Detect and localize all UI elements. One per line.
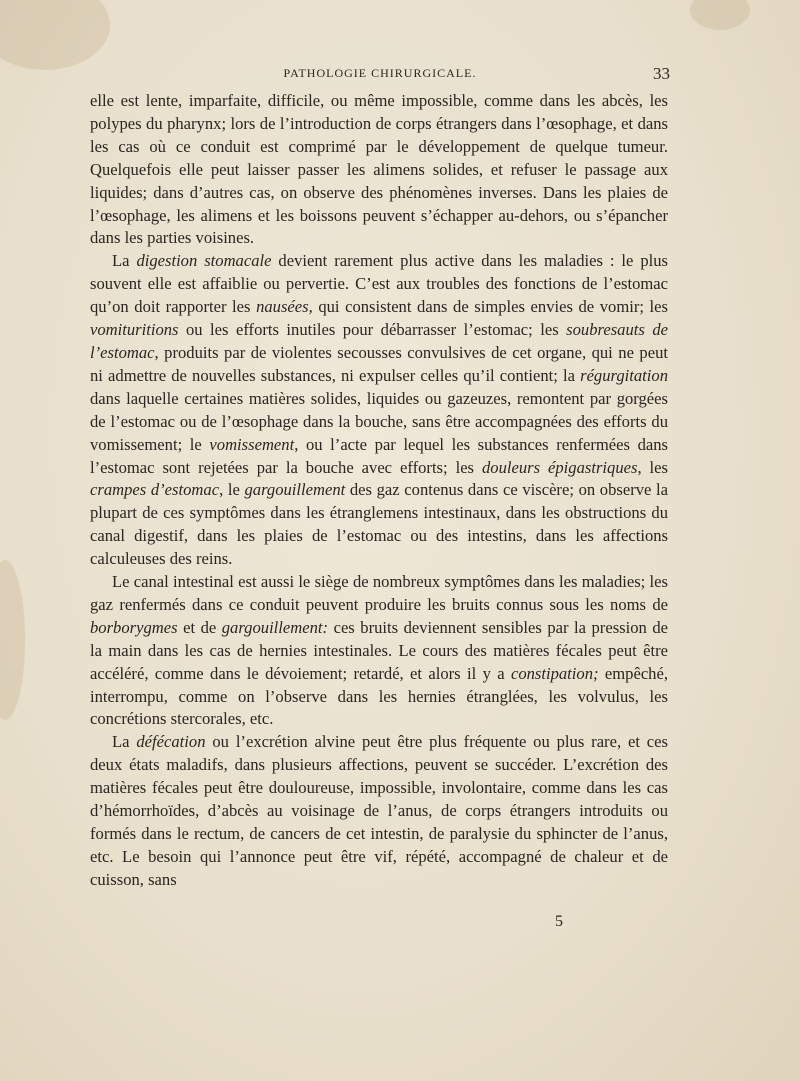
- italic-term: digestion stomacale: [136, 251, 272, 271]
- italic-term: vomituritions: [90, 320, 179, 340]
- text-run: ou les efforts inutiles pour débarrasser l’estomac; les: [178, 320, 567, 340]
- text-run: ces bruits deviennent sensibles par la pression de la main dans les cas de hernies intestinales. Le cours des matières fécales peut être accéléré, comme dans le dévoiement; retardé, et alors il y a: [90, 617, 668, 683]
- text-run: des gaz contenus dans ce viscère; on observe la plupart de ces symptômes dans les étranglemens intestinaux, dans les obstructions du canal digestif, dans les plaies de l’estomac ou des intestins, dans les affections calculeuses des reins.: [90, 480, 669, 569]
- text-run: qui consistent dans de simples envies de vomir; les: [312, 297, 668, 317]
- italic-term: défécation: [136, 732, 206, 752]
- paragraph: [90, 90, 668, 250]
- text-run: La: [112, 251, 137, 271]
- italic-term: vomissement: [209, 434, 295, 454]
- paragraph: [90, 571, 668, 731]
- text-run: , les: [637, 457, 668, 477]
- paragraph: [90, 731, 668, 891]
- italic-term: constipation;: [510, 663, 599, 683]
- italic-term: douleurs épigastriques: [481, 457, 638, 477]
- text-run: dans laquelle certaines matières solides, liquides ou gazeuzes, remontent par gorgées de l’estomac ou de l’œsophage dans la bouche, sans être accompagnées des efforts du vomissement; le: [90, 388, 668, 454]
- text-run: et de: [177, 617, 222, 637]
- italic-term: gargouillement: [244, 480, 346, 500]
- page-number: 33: [653, 64, 670, 83]
- text-run: ou l’excrétion alvine peut être plus fréquente ou plus rare, et ces deux états maladifs, dans plusieurs affections, peuvent se succéder. L’excrétion des matières fécales peut être douloureuse, impossible, involontaire, comme dans les cas d’hémorrhoïdes, d’abcès au voisinage de l’anus, de corps étrangers introduits ou formés dans le rectum, de cancers de cet intestin, de paralysie du sphincter de l’anus, etc. Le besoin qui l’annonce peut être vif, répété, accompagné de chaleur et de cuisson, sans: [90, 732, 668, 889]
- text-run: , ou l’acte par lequel les substances renfermées dans l’estomac sont rejetées par la bouche avec efforts; les: [90, 434, 668, 477]
- paragraph: [90, 250, 668, 571]
- running-title: PATHOLOGIE CHIRURGICALE.: [283, 66, 477, 80]
- signature-mark: 5: [555, 913, 563, 930]
- body-text: [90, 90, 668, 892]
- italic-term: régurgitation: [580, 365, 668, 385]
- running-header: [90, 66, 670, 86]
- italic-term: gargouillement:: [221, 617, 329, 637]
- italic-term: borborygmes: [90, 617, 178, 637]
- italic-term: nausées,: [256, 297, 313, 317]
- text-run: , produits par de violentes secousses convulsives de cet organe, qui ne peut ni admettre de nouvelles substances, ni expulser celles qu’il contient; la: [90, 342, 668, 385]
- text-run: , le: [219, 480, 245, 500]
- italic-term: crampes d’estomac: [90, 480, 220, 500]
- text-run: elle est lente, imparfaite, difficile, ou même impossible, comme dans les abcès, les polypes du pharynx; lors de l’introduction de corps étrangers dans l’œsophage, et dans les cas où ce conduit est comprimé par le développement de quelque tumeur. Quelquefois elle peut laisser passer les alimens solides, et refuser le passage aux liquides; dans d’autres cas, on observe des phénomènes inverses. Dans les plaies de l’œsophage, les alimens et les boissons peuvent s’échapper au-dehors, ou s’épancher dans les parties voisines.: [90, 91, 668, 248]
- paper-stain: [0, 560, 25, 720]
- paper-stain: [690, 0, 750, 30]
- text-run: devient rarement plus active dans les maladies : le plus souvent elle est affaiblie ou pervertie. C’est aux troubles des fonctions de l’estomac qu’on doit rapporter les: [90, 251, 668, 317]
- text-run: La: [112, 732, 137, 752]
- italic-term: soubresauts de l’estomac: [90, 320, 668, 362]
- paper-stain: [0, 0, 110, 70]
- text-run: empêché, interrompu, comme on l’observe dans les hernies étranglées, les volvulus, les concrétions stercorales, etc.: [90, 663, 668, 729]
- text-run: Le canal intestinal est aussi le siège de nombreux symptômes dans les maladies; les gaz renfermés dans ce conduit peuvent produire les bruits connus sous les noms de: [90, 572, 668, 614]
